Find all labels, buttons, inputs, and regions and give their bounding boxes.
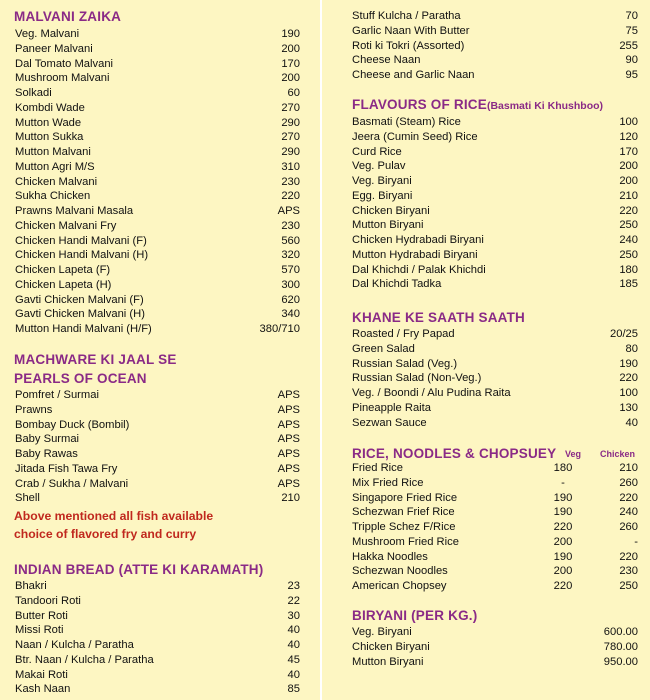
item-price: 23 — [287, 580, 300, 592]
item-price: APS — [277, 462, 300, 475]
bread-cont-row — [352, 24, 638, 38]
bread-cont-row — [352, 9, 638, 23]
veg-price: 200 — [553, 565, 573, 578]
item-price: 30 — [287, 609, 300, 622]
rice-row — [352, 159, 638, 173]
noodles-row — [352, 476, 638, 490]
item-name: Mutton Biryani — [352, 219, 424, 232]
item-price: 230 — [281, 175, 300, 188]
item-name: Baby Surmai — [15, 433, 80, 446]
item-price: 185 — [619, 278, 638, 291]
item-name: Egg. Biryani — [352, 189, 413, 202]
item-name: Chicken Malvani — [15, 175, 98, 188]
chicken-price: 230 — [619, 565, 638, 578]
bread-row — [15, 609, 300, 623]
item-price: APS — [277, 433, 300, 446]
khane-heading: KHANE KE SAATH SAATH — [352, 310, 526, 325]
item-price: 60 — [287, 87, 300, 99]
item-price: 380/710 — [259, 323, 300, 335]
rice-row — [352, 218, 638, 232]
item-name: Chicken Handi Malvani (F) — [15, 234, 147, 247]
item-name: Mutton Handi Malvani (H/F) — [15, 323, 152, 335]
item-name: Garlic Naan With Butter — [352, 24, 470, 37]
item-name: Chicken Malvani Fry — [15, 219, 117, 232]
item-price: 100 — [619, 116, 638, 128]
chicken-price: 220 — [619, 550, 638, 563]
noodles-row — [352, 520, 638, 534]
malvani-row — [15, 101, 300, 115]
item-name: Naan / Kulcha / Paratha — [15, 639, 134, 651]
rice-row — [352, 233, 638, 247]
item-name: Butter Roti — [15, 609, 68, 622]
item-price: APS — [277, 448, 300, 460]
item-name: Prawns Malvani Masala — [15, 205, 134, 217]
malvani-row — [15, 248, 300, 262]
item-price: 560 — [281, 234, 300, 247]
item-price: 40 — [287, 668, 300, 681]
item-price: 300 — [281, 278, 300, 291]
item-price: 255 — [619, 39, 638, 52]
item-name: Cheese Naan — [352, 54, 421, 67]
item-name: Jitada Fish Tawa Fry — [15, 462, 118, 475]
item-name: Bombay Duck (Bombil) — [15, 418, 130, 431]
item-price: 85 — [287, 683, 300, 696]
noodles-row — [352, 579, 638, 593]
malvani-row — [15, 71, 300, 85]
item-name: Shell — [15, 492, 40, 505]
malvani-row — [15, 175, 300, 189]
machware-heading-line2: PEARLS OF OCEAN — [14, 371, 147, 386]
item-name: American Chopsey — [352, 580, 447, 592]
khane-row — [352, 327, 638, 341]
rice-row — [352, 174, 638, 188]
noodles-row — [352, 550, 638, 564]
item-price: 210 — [281, 492, 300, 505]
item-price: 200 — [619, 160, 638, 173]
item-price: 45 — [287, 653, 300, 666]
item-price: 20/25 — [610, 328, 638, 340]
item-price: 120 — [619, 130, 638, 143]
khane-row — [352, 386, 638, 400]
item-price: 780.00 — [603, 640, 638, 653]
item-price: 220 — [281, 190, 300, 203]
item-price: 190 — [619, 357, 638, 370]
item-price: APS — [277, 418, 300, 431]
veg-price: 190 — [553, 506, 573, 519]
item-price: APS — [277, 403, 300, 416]
item-price: 100 — [619, 387, 638, 399]
chicken-col-label: Chicken — [600, 449, 636, 459]
item-name: Russian Salad (Veg.) — [352, 357, 458, 370]
biryani-kg-heading: BIRYANI (PER KG.) — [352, 608, 478, 623]
item-name: Mutton Sukka — [15, 131, 84, 144]
item-name: Mutton Agri M/S — [15, 160, 95, 173]
fish-row — [15, 447, 300, 461]
item-name: Mutton Biryani — [352, 655, 424, 668]
item-price: 340 — [281, 308, 300, 321]
bread-row — [15, 682, 300, 696]
bread-cont-row — [352, 53, 638, 67]
item-name: Mutton Malvani — [15, 146, 91, 158]
item-name: Baby Rawas — [15, 448, 78, 460]
item-name: Kombdi Wade — [15, 101, 85, 114]
item-price: 80 — [625, 342, 638, 355]
item-name: Solkadi — [15, 87, 52, 99]
bread-heading: INDIAN BREAD (ATTE KI KARAMATH) — [14, 562, 264, 577]
item-name: Mutton Hydrabadi Biryani — [352, 248, 478, 261]
item-name: Stuff Kulcha / Paratha — [352, 10, 461, 22]
chicken-price: 220 — [619, 491, 638, 504]
malvani-row — [15, 116, 300, 130]
item-name: Chicken Hydrabadi Biryani — [352, 234, 484, 246]
bread-row — [15, 638, 300, 652]
biryani-kg-row — [352, 625, 638, 639]
bread-cont-row — [352, 68, 638, 82]
item-price: 570 — [281, 264, 300, 276]
item-name: Curd Rice — [352, 145, 402, 158]
fish-row — [15, 462, 300, 476]
malvani-row — [15, 234, 300, 248]
item-name: Veg. Pulav — [352, 160, 406, 173]
fish-row — [15, 432, 300, 446]
bread-row — [15, 668, 300, 682]
item-price: 250 — [619, 219, 638, 232]
khane-row — [352, 401, 638, 415]
item-name: Gavti Chicken Malvani (F) — [15, 293, 144, 306]
malvani-row — [15, 322, 300, 336]
veg-price: 220 — [553, 521, 573, 533]
veg-price: - — [561, 476, 565, 489]
item-price: 200 — [281, 42, 300, 55]
veg-price: 180 — [553, 462, 573, 474]
item-name: Schezwan Frief Rice — [352, 506, 455, 519]
item-name: Mutton Wade — [15, 116, 82, 129]
item-name: Sezwan Sauce — [352, 416, 427, 429]
item-price: 200 — [281, 72, 300, 85]
biryani-kg-row — [352, 640, 638, 654]
chicken-price: 260 — [619, 476, 638, 489]
item-name: Tandoori Roti — [15, 594, 81, 607]
column-divider — [320, 0, 322, 700]
khane-row — [352, 357, 638, 371]
rice-row — [352, 130, 638, 144]
item-price: 130 — [619, 401, 638, 414]
item-price: 90 — [625, 54, 638, 67]
malvani-row — [15, 27, 300, 41]
item-name: Basmati (Steam) Rice — [352, 116, 461, 128]
item-price: 220 — [619, 372, 638, 385]
rice-row — [352, 189, 638, 203]
bread-row — [15, 623, 300, 637]
item-price: 95 — [625, 69, 638, 81]
malvani-row — [15, 219, 300, 233]
item-price: 170 — [619, 145, 638, 158]
veg-price: 220 — [553, 580, 573, 592]
malvani-row — [15, 86, 300, 100]
bread-row — [15, 653, 300, 667]
item-name: Missi Roti — [15, 624, 64, 637]
bread-row — [15, 579, 300, 593]
malvani-heading: MALVANI ZAIKA — [14, 9, 122, 24]
item-name: Makai Roti — [15, 668, 68, 681]
noodles-row — [352, 461, 638, 475]
malvani-row — [15, 57, 300, 71]
item-name: Roasted / Fry Papad — [352, 328, 455, 340]
noodles-row — [352, 505, 638, 519]
item-price: 320 — [281, 249, 300, 262]
malvani-row — [15, 130, 300, 144]
chicken-price: 260 — [619, 521, 638, 533]
fish-row — [15, 388, 300, 402]
item-name: Dal Khichdi Tadka — [352, 278, 442, 291]
fish-note-line1: Above mentioned all fish available — [14, 509, 214, 523]
chicken-price: - — [634, 535, 638, 548]
item-price: 22 — [287, 594, 300, 607]
noodles-row — [352, 535, 638, 549]
noodles-row — [352, 564, 638, 578]
veg-price: 200 — [553, 535, 573, 548]
item-name: Tripple Schez F/Rice — [352, 521, 456, 533]
bread-row — [15, 594, 300, 608]
item-name: Gavti Chicken Malvani (H) — [15, 308, 145, 321]
malvani-row — [15, 204, 300, 218]
item-name: Mushroom Malvani — [15, 72, 110, 85]
rice-row — [352, 204, 638, 218]
khane-row — [352, 342, 638, 356]
item-name: Cheese and Garlic Naan — [352, 69, 475, 81]
chicken-price: 240 — [619, 506, 638, 519]
item-name: Mix Fried Rice — [352, 476, 424, 489]
item-name: Chicken Handi Malvani (H) — [15, 249, 149, 262]
item-price: 620 — [281, 293, 300, 306]
malvani-row — [15, 278, 300, 292]
item-price: 200 — [619, 175, 638, 187]
item-price: 290 — [281, 146, 300, 158]
rice-row — [352, 248, 638, 262]
chicken-price: 210 — [619, 462, 638, 474]
rice-row — [352, 115, 638, 129]
item-name: Veg. Malvani — [15, 28, 80, 40]
malvani-row — [15, 145, 300, 159]
item-name: Schezwan Noodles — [352, 565, 448, 578]
fish-row — [15, 491, 300, 505]
item-name: Prawns — [15, 403, 53, 416]
fish-row — [15, 418, 300, 432]
noodles-heading: RICE, NOODLES & CHOPSUEY — [352, 446, 557, 461]
malvani-row — [15, 293, 300, 307]
item-price: 600.00 — [603, 626, 638, 638]
bread-cont-row — [352, 39, 638, 53]
item-name: Veg. / Boondi / Alu Pudina Raita — [352, 387, 511, 399]
fish-note-line2: choice of flavored fry and curry — [14, 527, 197, 541]
item-name: Chicken Biryani — [352, 640, 430, 653]
item-price: 240 — [619, 234, 638, 246]
item-price: 40 — [287, 639, 300, 651]
fish-row — [15, 477, 300, 491]
rice-subheading: (Basmati Ki Khushboo) — [486, 100, 604, 112]
rice-row — [352, 277, 638, 291]
item-name: Kash Naan — [15, 683, 71, 696]
item-name: Pomfret / Surmai — [15, 389, 99, 401]
item-name: Jeera (Cumin Seed) Rice — [352, 130, 478, 143]
item-name: Dal Khichdi / Palak Khichdi — [352, 263, 486, 276]
item-name: Mushroom Fried Rice — [352, 535, 459, 548]
item-price: 220 — [619, 204, 638, 217]
item-price: 230 — [281, 219, 300, 232]
rice-row — [352, 145, 638, 159]
item-price: 180 — [619, 263, 638, 276]
item-price: 40 — [625, 416, 638, 429]
malvani-row — [15, 307, 300, 321]
item-name: Hakka Noodles — [352, 550, 428, 563]
malvani-row — [15, 189, 300, 203]
item-price: 190 — [281, 28, 300, 40]
veg-price: 190 — [553, 550, 573, 563]
noodles-row — [352, 491, 638, 505]
item-price: 75 — [625, 24, 638, 37]
item-price: 70 — [625, 10, 638, 22]
machware-heading-line1: MACHWARE KI JAAL SE — [14, 352, 177, 367]
malvani-row — [15, 263, 300, 277]
item-name: Paneer Malvani — [15, 42, 93, 55]
item-price: 950.00 — [603, 655, 638, 668]
item-price: APS — [277, 389, 300, 401]
item-price: 290 — [281, 116, 300, 129]
malvani-row — [15, 160, 300, 174]
item-name: Bhakri — [15, 580, 47, 592]
item-name: Dal Tomato Malvani — [15, 57, 114, 70]
fish-row — [15, 403, 300, 417]
veg-col-label: Veg — [565, 449, 582, 459]
malvani-row — [15, 42, 300, 56]
khane-row — [352, 371, 638, 385]
item-price: 170 — [281, 57, 300, 70]
rice-row — [352, 263, 638, 277]
item-price: 310 — [281, 160, 300, 173]
rice-heading: FLAVOURS OF RICE(Basmati Ki Khushboo) — [352, 97, 604, 112]
item-name: Russian Salad (Non-Veg.) — [352, 372, 482, 385]
item-name: Sukha Chicken — [15, 190, 91, 203]
item-price: APS — [277, 477, 300, 490]
item-name: Pineapple Raita — [352, 401, 431, 414]
item-name: Roti ki Tokri (Assorted) — [352, 39, 465, 52]
item-name: Crab / Sukha / Malvani — [15, 477, 129, 490]
item-name: Veg. Biryani — [352, 175, 412, 187]
item-price: 40 — [287, 624, 300, 637]
veg-price: 190 — [553, 491, 573, 504]
item-name: Chicken Lapeta (F) — [15, 264, 111, 276]
item-name: Fried Rice — [352, 462, 403, 474]
item-price: APS — [277, 205, 300, 217]
chicken-price: 250 — [619, 580, 638, 592]
item-name: Green Salad — [352, 342, 415, 355]
item-price: 210 — [619, 189, 638, 202]
item-price: 270 — [281, 131, 300, 144]
item-name: Chicken Biryani — [352, 204, 430, 217]
biryani-kg-row — [352, 655, 638, 669]
item-price: 250 — [619, 248, 638, 261]
khane-row — [352, 416, 638, 430]
item-name: Btr. Naan / Kulcha / Paratha — [15, 653, 154, 666]
item-price: 270 — [281, 101, 300, 114]
item-name: Chicken Lapeta (H) — [15, 278, 112, 291]
item-name: Singapore Fried Rice — [352, 491, 458, 504]
item-name: Veg. Biryani — [352, 626, 412, 638]
